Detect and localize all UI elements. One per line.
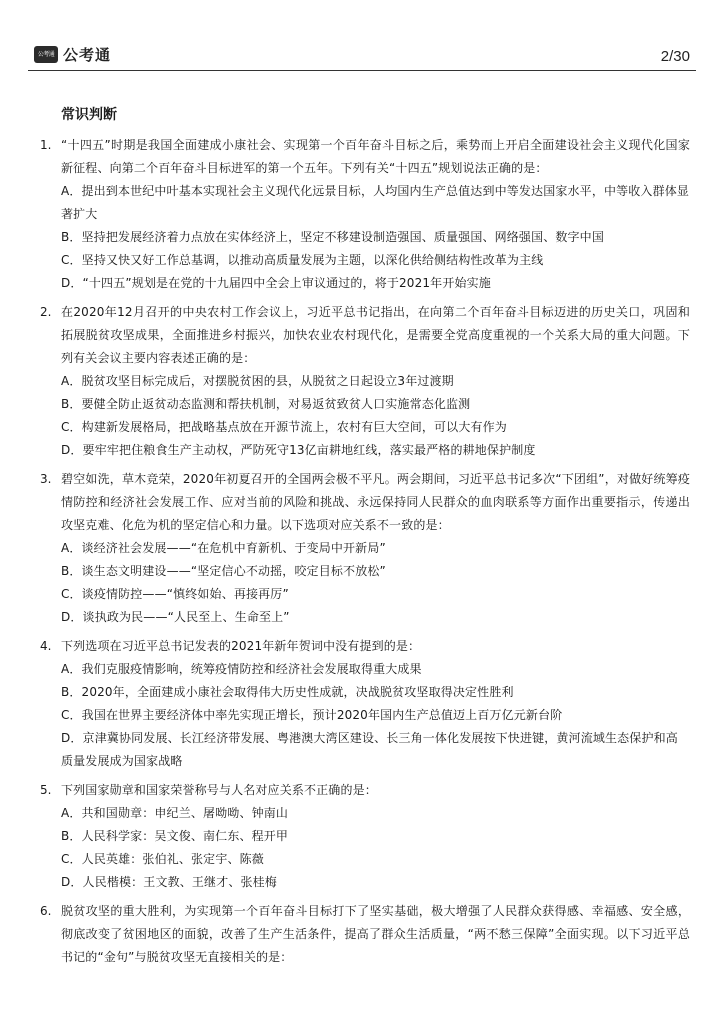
option-b: B．要健全防止返贫动态监测和帮扶机制，对易返贫致贫人口实施常态化监测 (61, 397, 471, 411)
option-d: D．谈执政为民——“人民至上、生命至上” (61, 610, 290, 624)
question-stem: 脱贫攻坚的重大胜利，为实现第一个百年奋斗目标打下了坚实基础，极大增强了人民群众获得感、幸福感、安全感，彻底改变了贫困地区的面貌，改善了生产生活条件，提高了群众生活质量，“两不愁三保障”全面实现。以下习近平总书记的“金句”与脱贫攻坚无直接相关的是： (61, 904, 690, 964)
question-number: 1. (40, 138, 52, 152)
option-b: B．谈生态文明建设——“坚定信心不动摇，咬定目标不放松” (61, 564, 386, 578)
option-c: C．人民英雄：张伯礼、张定宇、陈薇 (61, 852, 264, 866)
option-c: C．构建新发展格局，把战略基点放在开源节流上，农村有巨大空间，可以大有作为 (61, 420, 507, 434)
question-stem: “十四五”时期是我国全面建成小康社会、实现第一个百年奋斗目标之后，乘势而上开启全面建设社会主义现代化国家新征程、向第二个百年奋斗目标进军的第一个五年。下列有关“十四五”规划说法正确的是： (61, 138, 690, 175)
logo-mark: 公考通 (34, 46, 58, 63)
option-a: A．共和国勋章：申纪兰、屠呦呦、钟南山 (61, 806, 289, 820)
option-c: C．我国在世界主要经济体中率先实现正增长，预计2020年国内生产总值迈上百万亿元新台阶 (61, 708, 563, 722)
option-a: A．提出到本世纪中叶基本实现社会主义现代化远景目标，人均国内生产总值达到中等发达国家水平，中等收入群体显著扩大 (61, 184, 690, 221)
question-item (40, 779, 690, 894)
option-b: B．坚持把发展经济着力点放在实体经济上，坚定不移建设制造强国、质量强国、网络强国、数字中国 (61, 230, 604, 244)
option-c: C．谈疫情防控——“慎终如始、再接再厉” (61, 587, 289, 601)
question-number: 2. (40, 305, 52, 319)
question-stem: 下列国家勋章和国家荣誉称号与人名对应关系不正确的是： (61, 783, 377, 797)
question-stem: 下列选项在习近平总书记发表的2021年新年贺词中没有提到的是： (61, 639, 421, 653)
page-number: 2/30 (660, 48, 690, 65)
question-stem: 碧空如洗，草木竞荣，2020年初夏召开的全国两会极不平凡。两会期间，习近平总书记多次“下团组”，对做好统筹疫情防控和经济社会发展工作、应对当前的风险和挑战、永远保持同人民群众的血肉联系等方面作出重要指示，传递出攻坚克难、化危为机的坚定信心和力量。以下选项对应关系不一致的是： (61, 472, 690, 532)
question-item (40, 468, 690, 629)
option-a: A．我们克服疫情影响，统筹疫情防控和经济社会发展取得重大成果 (61, 662, 422, 676)
question-item (40, 635, 690, 773)
option-b: B．人民科学家：吴文俊、南仁东、程开甲 (61, 829, 289, 843)
option-a: A．脱贫攻坚目标完成后，对摆脱贫困的县，从脱贫之日起设立3年过渡期 (61, 374, 454, 388)
section-title: 常识判断 (61, 107, 117, 123)
question-list (40, 134, 690, 975)
question-number: 3. (40, 472, 52, 486)
question-number: 4. (40, 639, 52, 653)
option-a: A．谈经济社会发展——“在危机中育新机、于变局中开新局” (61, 541, 386, 555)
question-stem: 在2020年12月召开的中央农村工作会议上，习近平总书记指出，在向第二个百年奋斗目标迈进的历史关口，巩固和拓展脱贫攻坚成果，全面推进乡村振兴，加快农业农村现代化，是需要全党高度重视的一个关系大局的重大问题。下列有关会议主要内容表述正确的是： (61, 305, 690, 365)
option-d: D．京津冀协同发展、长江经济带发展、粤港澳大湾区建设、长三角一体化发展按下快进键，黄河流域生态保护和高质量发展成为国家战略 (61, 731, 678, 768)
brand-name: 公考通 (63, 46, 112, 64)
question-item (40, 134, 690, 295)
option-d: D．人民楷模：王文教、王继才、张桂梅 (61, 875, 277, 889)
question-number: 6. (40, 904, 52, 918)
question-item (40, 900, 690, 969)
question-item (40, 301, 690, 462)
question-number: 5. (40, 783, 52, 797)
option-d: D．要牢牢把住粮食生产主动权，严防死守13亿亩耕地红线，落实最严格的耕地保护制度 (61, 443, 536, 457)
brand-logo (34, 44, 111, 65)
option-b: B．2020年，全面建成小康社会取得伟大历史性成就，决战脱贫攻坚取得决定性胜利 (61, 685, 514, 699)
page-header (28, 40, 696, 71)
option-c: C．坚持又快又好工作总基调，以推动高质量发展为主题，以深化供给侧结构性改革为主线 (61, 253, 544, 267)
option-d: D．“十四五”规划是在党的十九届四中全会上审议通过的，将于2021年开始实施 (61, 276, 491, 290)
